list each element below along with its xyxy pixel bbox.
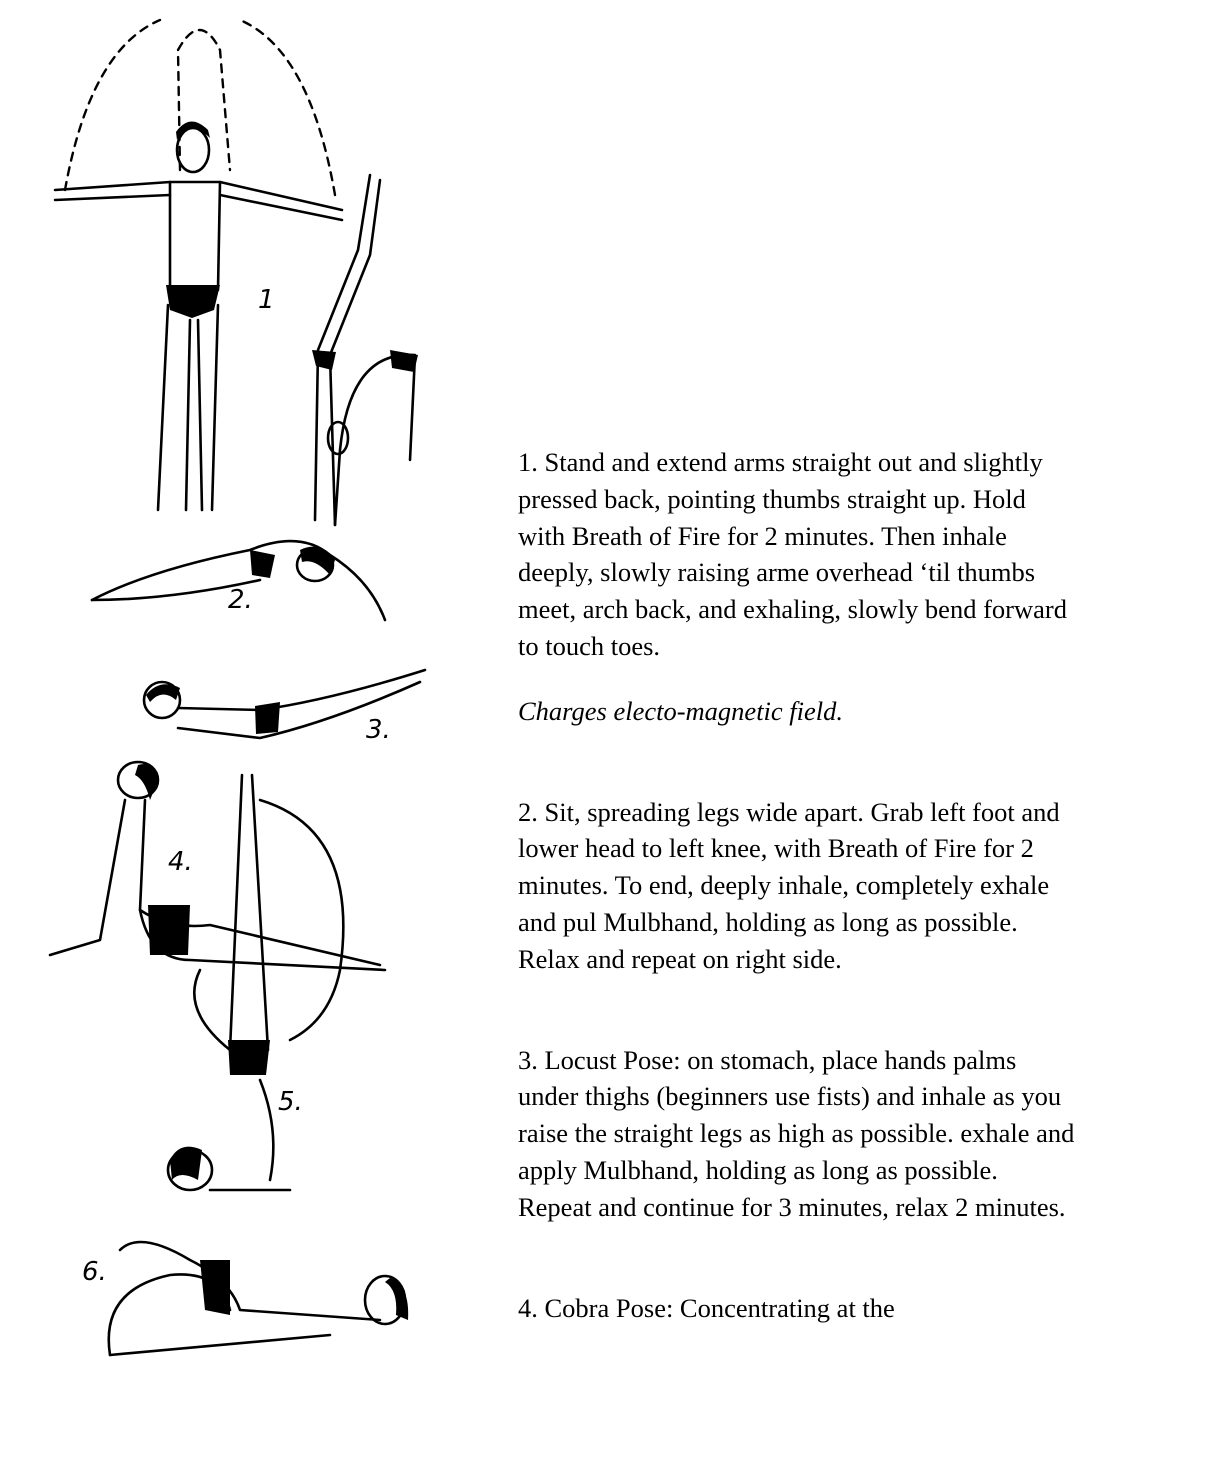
figure-label-4: 4.	[168, 847, 193, 877]
figure-label-3: 3.	[366, 715, 391, 745]
figure-label-6: 6.	[82, 1257, 107, 1287]
figure-6-knees-chest	[82, 1242, 408, 1355]
instruction-step-4: 4. Cobra Pose: Concentrating at the	[518, 1292, 895, 1323]
instruction-step-1: 1. Stand and extend arms straight out and slightly pressed back, pointing thumbs straight up. Hold with Breath of Fire for 2 minutes. Then inhale deeply, slowly raising arme overhead ‘til thumbs meet, arch back, and exhaling, slowly bend forward to touch toes.	[518, 447, 1067, 661]
figure-3-locust	[144, 670, 425, 745]
instruction-text	[518, 444, 1078, 1326]
exercise-drawing	[30, 10, 450, 1380]
figure-label-2: 2.	[228, 585, 253, 615]
figure-4-cobra	[50, 762, 385, 1040]
figure-label-1: 1	[258, 285, 275, 315]
figure-2-seated	[92, 541, 385, 620]
figure-1-standing	[55, 20, 342, 510]
instruction-step-2: 2. Sit, spreading legs wide apart. Grab left foot and lower head to left knee, with Breath of Fire for 2 minutes. To end, deeply inhale, completely exhale and pul Mulbhand, holding as long as possible. Relax and repeat on right side.	[518, 796, 1060, 974]
figure-5-shoulder-stand	[168, 775, 303, 1190]
exercise-illustrations	[30, 10, 450, 1380]
instruction-step-3: 3. Locust Pose: on stomach, place hands palms under thighs (beginners use fists) and inhale as you raise the straight legs as high as possible. exhale and apply Mulbhand, holding as long as possible. Repeat and continue for 3 minutes, relax 2 minutes.	[518, 1044, 1075, 1222]
figure-label-5: 5.	[278, 1087, 303, 1117]
instruction-step-1-note: Charges electo-magnetic field.	[518, 695, 844, 726]
figure-1-arch-bend	[312, 175, 418, 525]
